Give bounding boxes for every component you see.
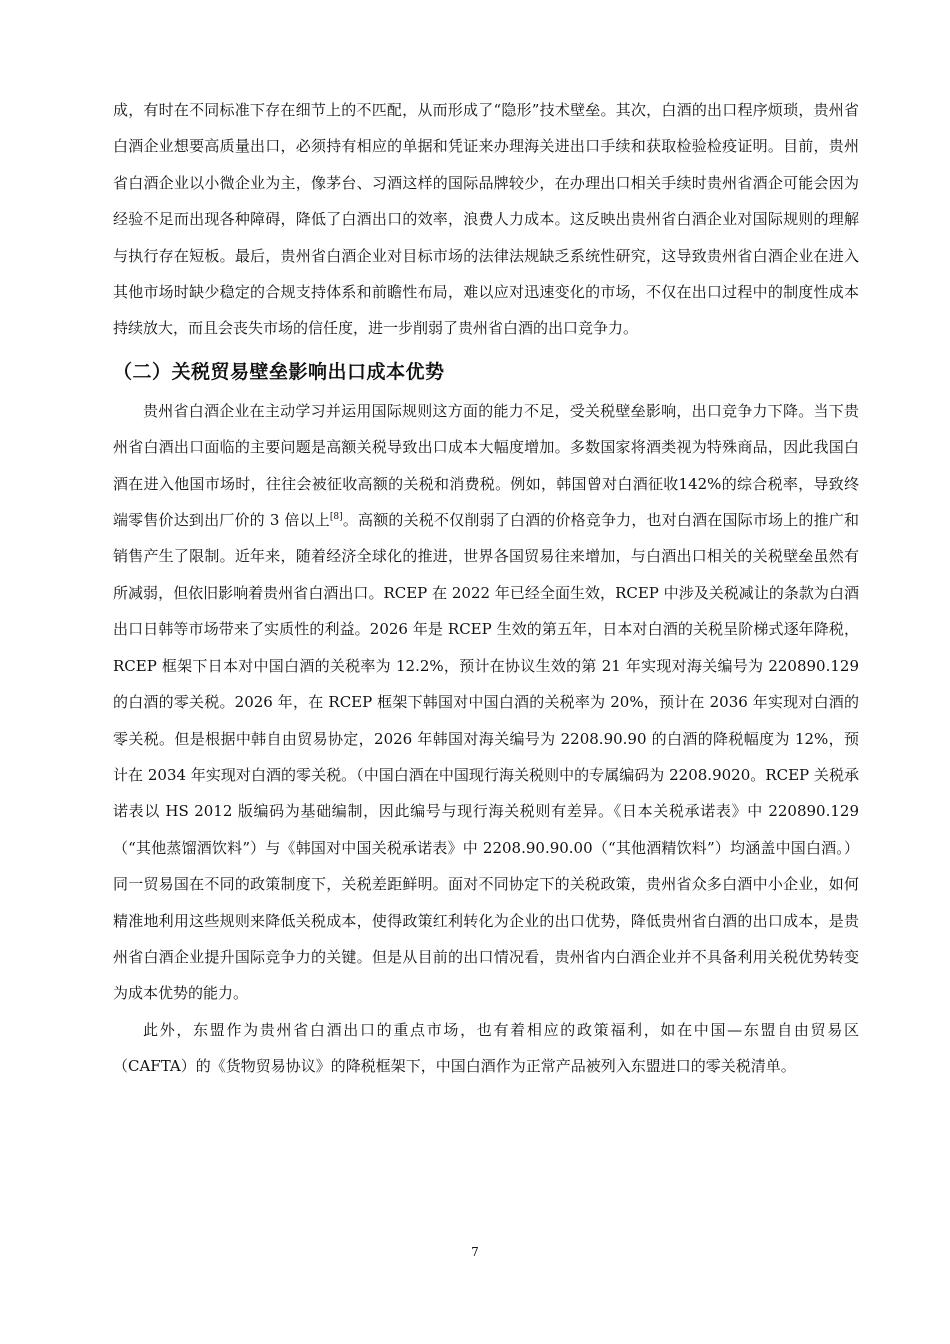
document-page bbox=[113, 92, 859, 1085]
intro-paragraph: 成，有时在不同标准下存在细节上的不匹配，从而形成了“隐形”技术壁垒。其次，白酒的出口程序烦琐，贵州省白酒企业想要高质量出口，必须持有相应的单据和凭证来办理海关进出口手续和获取检验检疫证明。目前，贵州省白酒企业以小微企业为主，像茅台、习酒这样的国际品牌较少，在办理出口相关手续时贵州省酒企可能会因为经验不足而出现各种障碍，降低了白酒出口的效率，浪费人力成本。这反映出贵州省白酒企业对国际规则的理解与执行存在短板。最后，贵州省白酒企业对目标市场的法律法规缺乏系统性研究，这导致贵州省白酒企业在进入其他市场时缺少稳定的合规支持体系和前瞻性布局，难以应对迅速变化的市场，不仅在出口过程中的制度性成本持续放大，而且会丧失市场的信任度，进一步削弱了贵州省白酒的出口竞争力。 bbox=[113, 101, 859, 338]
asean-paragraph: 此外，东盟作为贵州省白酒出口的重点市场，也有着相应的政策福利，如在中国—东盟自由贸易区（CAFTA）的《货物贸易协议》的降税框架下，中国白酒作为正常产品被列入东盟进口的零关税清单。 bbox=[113, 1020, 859, 1076]
page-number: 7 bbox=[471, 1245, 479, 1259]
tariff-paragraph-part2: 。高额的关税不仅削弱了白酒的价格竞争力，也对白酒在国际市场上的推广和销售产生了限制。近年来，随着经济全球化的推进，世界各国贸易往来增加，与白酒出口相关的关税壁垒虽然有所减弱，但依旧影响着贵州省白酒出口。RCEP 在 2022 年已经全面生效，RCEP 中涉及关税减让的条款为白酒出口日韩等市场带来了实质性的利益。2026 年是 RCEP 生效的第五年，日本对白酒的关税呈阶梯式逐年降税，RCEP 框架下日本对中国白酒的关税率为 12.2%，预计在协议生效的第 21 年实现对海关编号为 220890.129 的白酒的零关税。2026 年，在 RCEP 框架下韩国对中国白酒的关税率为 20%，预计在 2036 年实现对白酒的零关税。但是根据中韩自由贸易协定，2026 年韩国对海关编号为 2208.90.90 的白酒的降税幅度为 12%，预计在 2034 年实现对白酒的零关税。（中国白酒在中国现行海关税则中的专属编码为 2208.9020。RCEP 关税承诺表以 HS 2012 版编码为基础编制，因此编号与现行海关税则有差异。《日本关税承诺表》中 220890.129（“其他蒸馏酒饮料”）与《韩国对中国关税承诺表》中 2208.90.90.00（“其他酒精饮料”）均涵盖中国白酒。）同一贸易国在不同的政策制度下，关税差距鲜明。面对不同协定下的关税政策，贵州省众多白酒中小企业，如何精准地利用这些规则来降低关税成本，使得政策红利转化为企业的出口优势，降低贵州省白酒的出口成本，是贵州省白酒企业提升国际竞争力的关键。但是从目前的出口情况看，贵州省内白酒企业并不具备利用关税优势转变为成本优势的能力。 bbox=[113, 511, 859, 1003]
section-heading: （二）关税贸易壁垒影响出口成本优势 bbox=[113, 360, 445, 383]
tariff-paragraph-part1: 贵州省白酒企业在主动学习并运用国际规则这方面的能力不足，受关税壁垒影响，出口竞争力下降。当下贵州省白酒出口面临的主要问题是高额关税导致出口成本大幅度增加。多数国家将酒类视为特殊商品，因此我国白酒在进入他国市场时，往往会被征收高额的关税和消费税。例如，韩国曾对白酒征收142%的综合税率，导致终端零售价达到出厂价的 3 倍以上 bbox=[113, 401, 859, 530]
tariff-paragraph bbox=[113, 393, 859, 1012]
citation-ref: [8] bbox=[329, 512, 343, 523]
